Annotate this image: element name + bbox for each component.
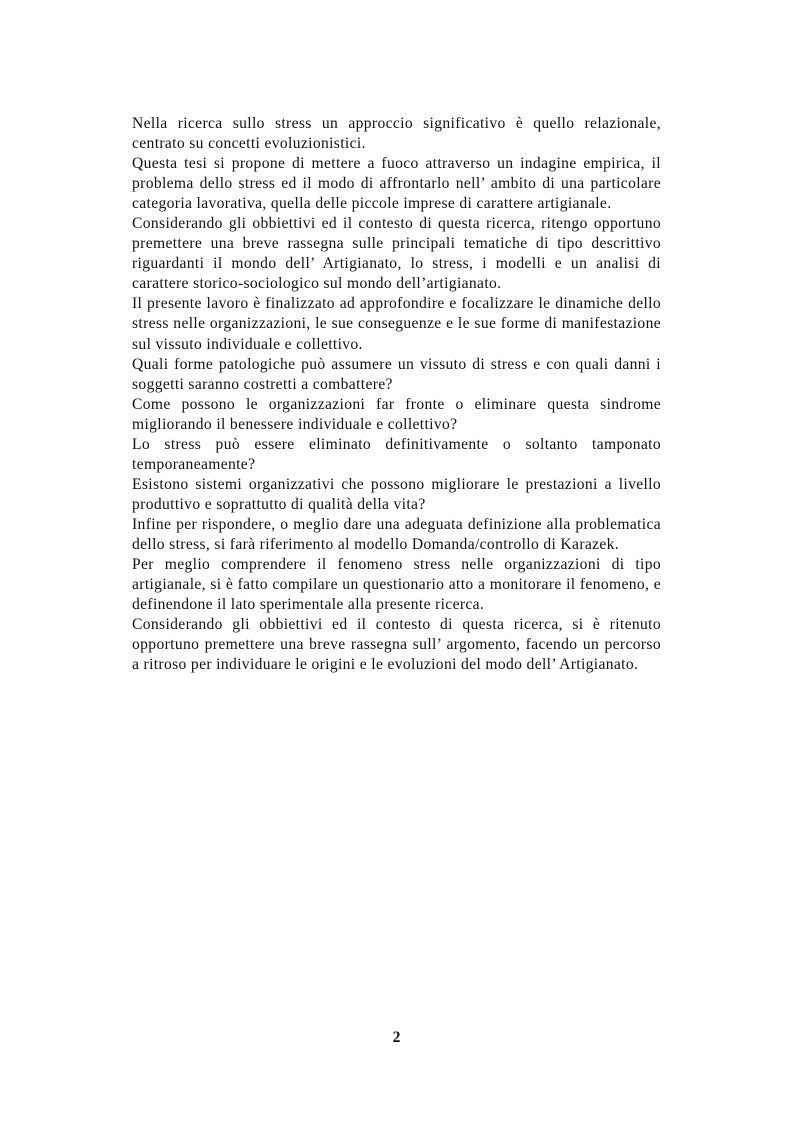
paragraph: Il presente lavoro è finalizzato ad approfondire e focalizzare le dinamiche dello stress nelle organizzazioni, le sue conseguenze e le sue forme di manifestazione sul vissuto individuale e collettivo. xyxy=(132,295,661,353)
paragraph: Questa tesi si propone di mettere a fuoco attraverso un indagine empirica, il problema dello stress ed il modo di affrontarlo nell’ ambito di una particolare categoria lavorativa, quella delle piccole imprese di carattere artigianale. xyxy=(132,155,661,213)
paragraph: Per meglio comprendere il fenomeno stress nelle organizzazioni di tipo artigianale, si è fatto compilare un questionario atto a monitorare il fenomeno, e definendone il lato sperimentale alla presente ricerca. xyxy=(132,556,661,614)
paragraph: Quali forme patologiche può assumere un vissuto di stress e con quali danni i soggetti saranno costretti a combattere? xyxy=(132,355,661,393)
paragraph: Nella ricerca sullo stress un approccio significativo è quello relazionale, centrato su concetti evoluzionistici. xyxy=(132,115,661,153)
paragraph: Considerando gli obbiettivi ed il contesto di questa ricerca, ritengo opportuno premettere una breve rassegna sulle principali tematiche di tipo descrittivo riguardanti il mondo dell’ Artigianato, lo stress, i modelli e un analisi di carattere storico-sociologico sul mondo dell’artigianato. xyxy=(132,215,661,293)
paragraph: Infine per rispondere, o meglio dare una adeguata definizione alla problematica dello stress, si farà riferimento al modello Domanda/controllo di Karazek. xyxy=(132,515,661,553)
paragraph: Esistono sistemi organizzativi che possono migliorare le prestazioni a livello produttivo e soprattutto di qualità della vita? xyxy=(132,475,661,513)
paragraph: Come possono le organizzazioni far fronte o eliminare questa sindrome migliorando il benessere individuale e collettivo? xyxy=(132,395,661,433)
body-text xyxy=(132,114,661,675)
page-number: 2 xyxy=(392,1029,401,1046)
paragraph: Lo stress può essere eliminato definitivamente o soltanto tamponato temporaneamente? xyxy=(132,435,661,473)
paragraph: Considerando gli obbiettivi ed il contesto di questa ricerca, si è ritenuto opportuno premettere una breve rassegna sull’ argomento, facendo un percorso a ritroso per individuare le origini e le evoluzioni del modo dell’ Artigianato. xyxy=(132,616,661,674)
